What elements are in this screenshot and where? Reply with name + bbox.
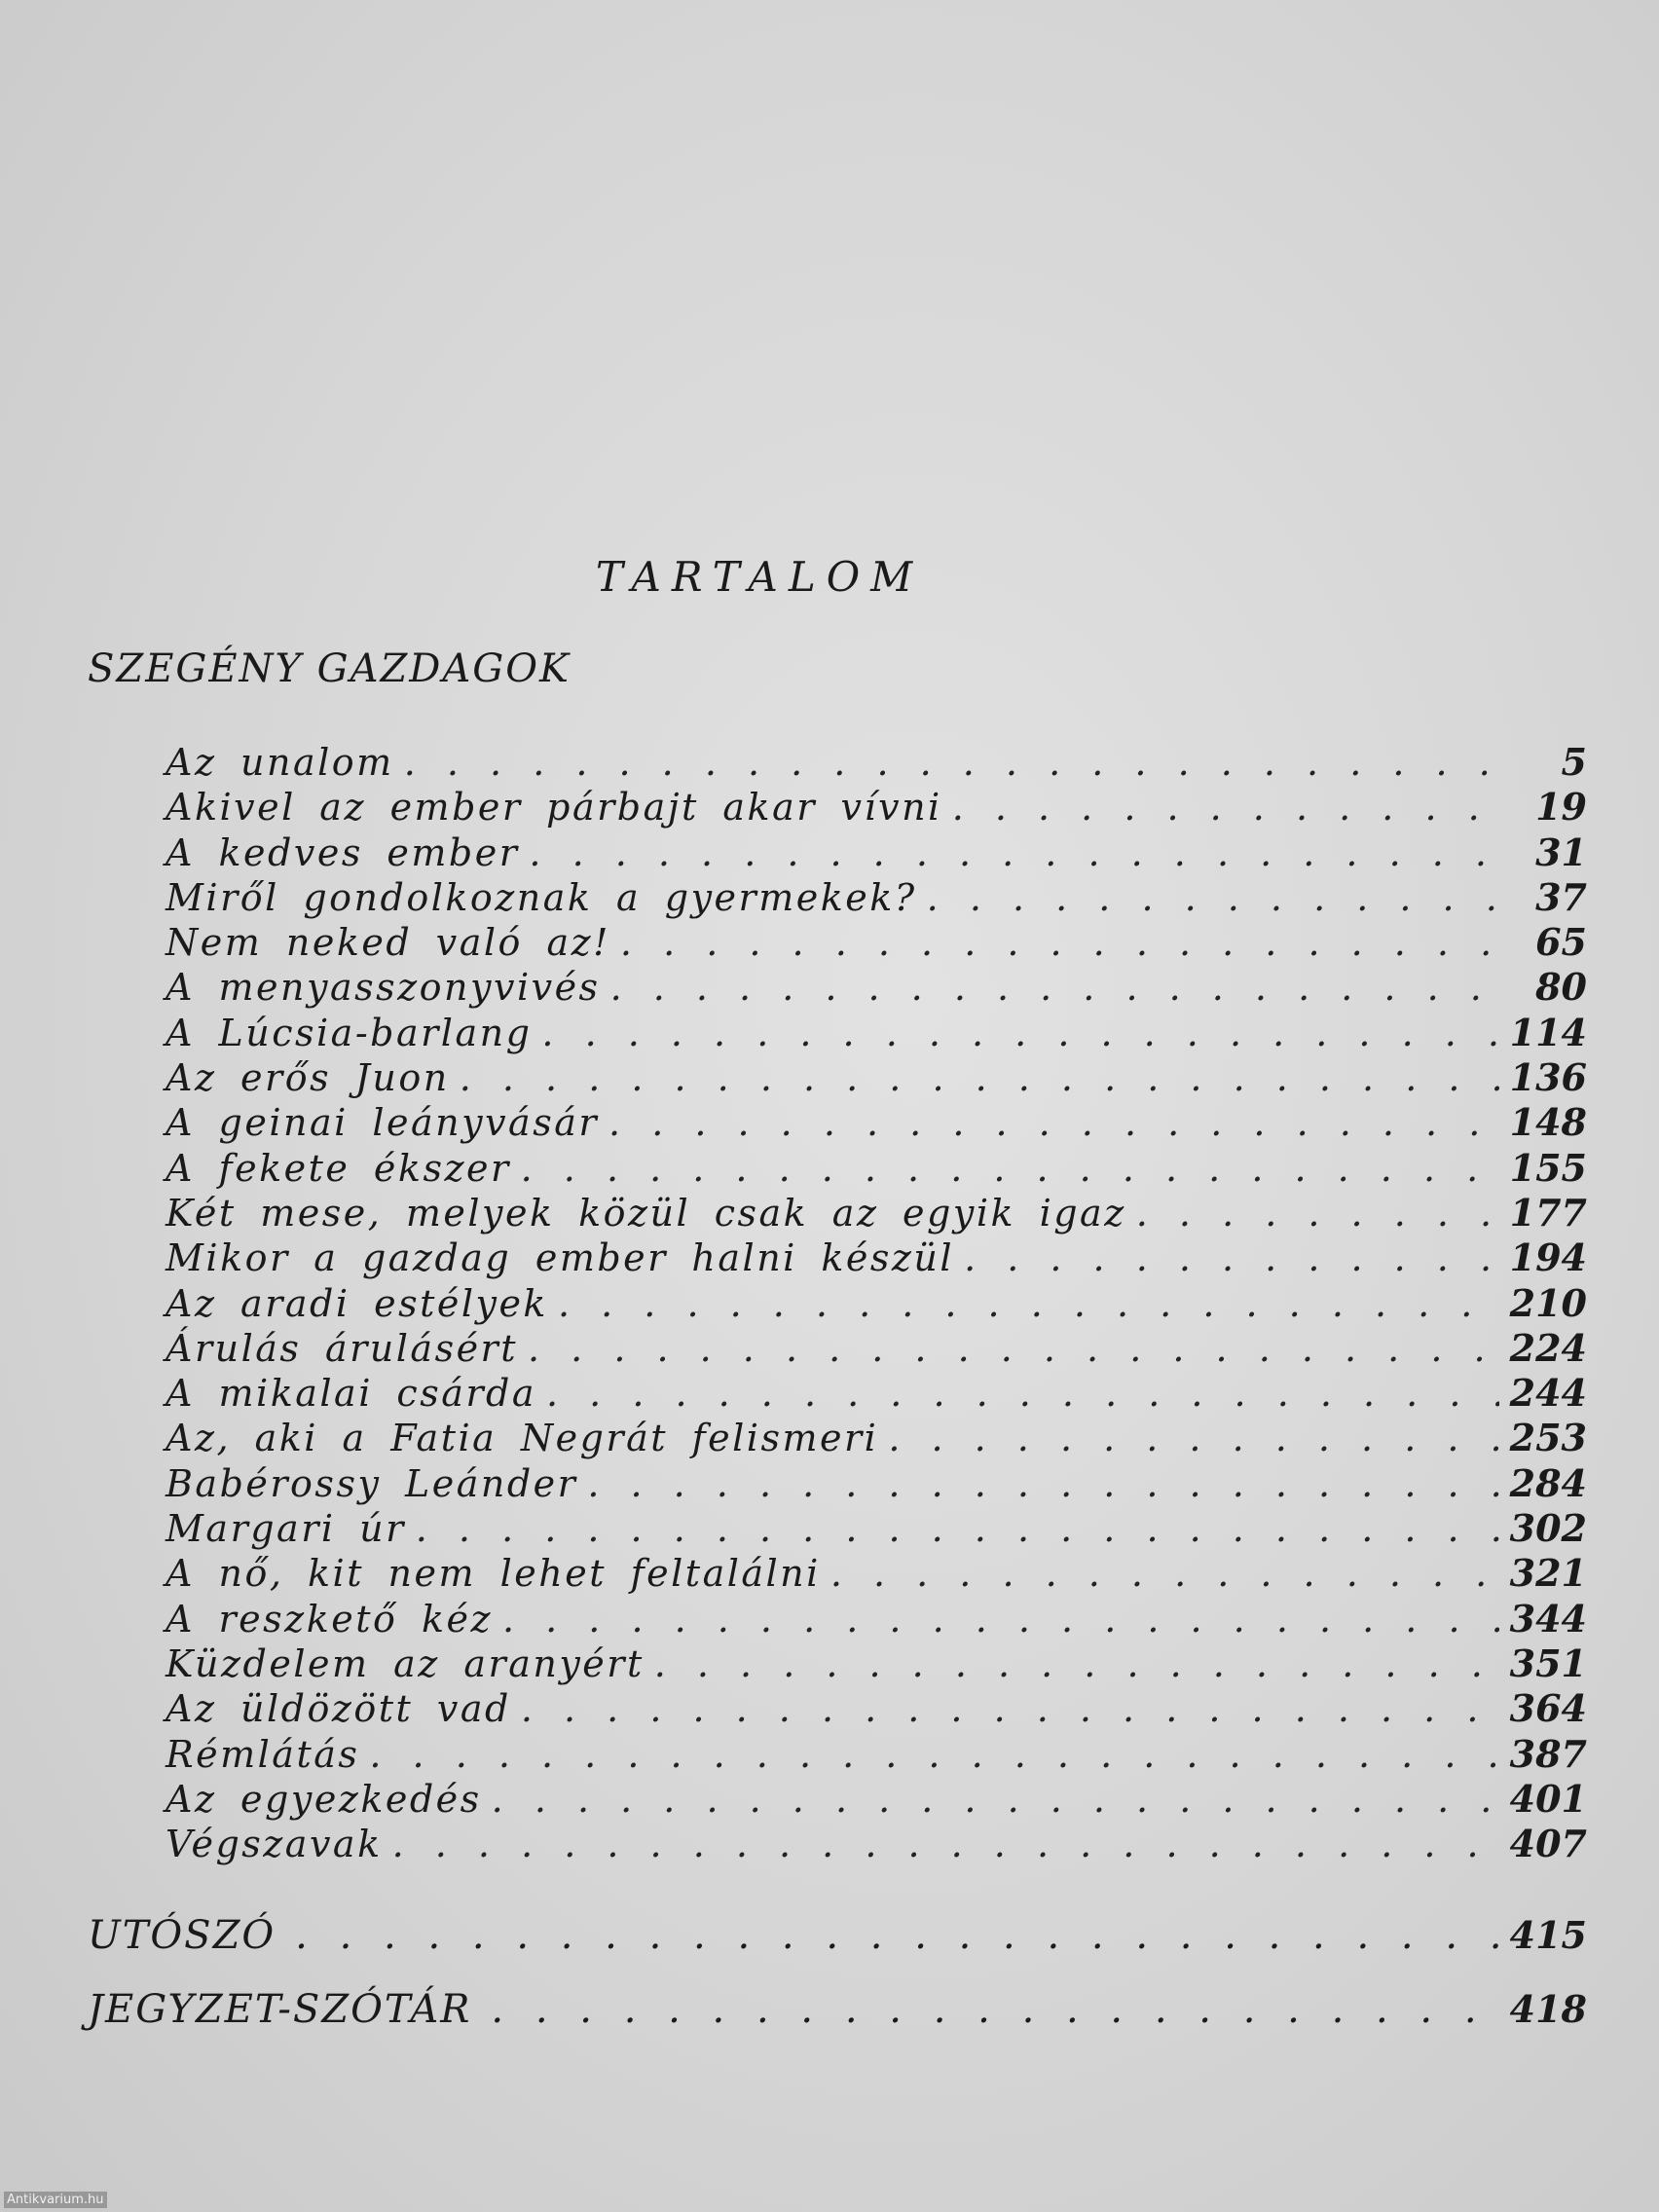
toc-entry-page: 19 — [1535, 785, 1587, 830]
toc-entry-page: 344 — [1509, 1596, 1587, 1641]
leader-dots — [528, 1326, 1499, 1371]
toc-entry — [166, 1100, 1587, 1145]
toc-entry-page: 148 — [1509, 1100, 1587, 1145]
toc-entry-page: 194 — [1509, 1235, 1587, 1280]
toc-entry — [166, 1686, 1587, 1731]
toc-entry — [166, 1822, 1587, 1866]
toc-entry-title: A Lúcsia-barlang — [166, 1011, 533, 1054]
toc-entry-title: Az, aki a Fatia Negrát felismeri — [166, 1417, 879, 1460]
toc-entry — [166, 1506, 1587, 1551]
back-matter-entry — [88, 1972, 1587, 2046]
leader-dots — [529, 830, 1499, 875]
back-matter-title: UTÓSZÓ — [88, 1913, 276, 1958]
toc-entry-page: 407 — [1509, 1822, 1587, 1866]
toc-entry-page: 114 — [1509, 1010, 1587, 1054]
toc-entry — [166, 1235, 1587, 1280]
toc-entry-page: 65 — [1535, 920, 1587, 965]
toc-entry — [166, 965, 1587, 1010]
toc-entry-title: Akivel az ember párbajt akar vívni — [166, 786, 942, 830]
toc-entry-title: A fekete ékszer — [166, 1146, 511, 1190]
toc-entry — [166, 1146, 1587, 1191]
leader-dots — [491, 1972, 1499, 2046]
toc-entry-page: 364 — [1509, 1686, 1587, 1731]
toc-entry-title: Mikor a gazdag ember halni készül — [166, 1236, 955, 1280]
leader-dots — [830, 1551, 1499, 1596]
toc-entry-title: A nő, kit nem lehet feltalálni — [166, 1552, 821, 1596]
toc-entry-page: 244 — [1509, 1371, 1587, 1416]
toc-entry-page: 5 — [1561, 740, 1587, 784]
page-title: TARTALOM — [595, 553, 924, 601]
toc-entry-title: Árulás árulásért — [166, 1326, 518, 1370]
toc-entry-page: 253 — [1509, 1416, 1587, 1460]
toc-entry — [166, 1281, 1587, 1326]
toc-entry-title: Küzdelem az aranyért — [166, 1641, 645, 1685]
toc-entry-title: Az üldözött vad — [166, 1687, 511, 1731]
back-matter-title: JEGYZET-SZÓTÁR — [88, 1987, 472, 2032]
leader-dots — [558, 1281, 1499, 1326]
leader-dots — [654, 1641, 1499, 1686]
back-matter-list — [88, 1899, 1587, 2046]
leader-dots — [460, 1055, 1499, 1100]
leader-dots — [295, 1899, 1499, 1972]
toc-entry-title: Babérossy Leánder — [166, 1461, 578, 1505]
toc-entry — [166, 1371, 1587, 1416]
leader-dots — [369, 1732, 1499, 1777]
leader-dots — [952, 785, 1499, 830]
toc-entry-title: Nem neked való az! — [166, 921, 610, 965]
toc-entry-page: 224 — [1509, 1325, 1587, 1370]
back-matter-page: 418 — [1509, 1987, 1587, 2031]
toc-entry-title: Margari úr — [166, 1507, 406, 1551]
toc-entry-title: Végszavak — [166, 1823, 383, 1866]
leader-dots — [416, 1506, 1499, 1551]
toc-entry — [166, 1191, 1587, 1235]
toc-entry-page: 177 — [1509, 1190, 1587, 1235]
toc-entry-title: A kedves ember — [166, 830, 520, 874]
back-matter-page: 415 — [1509, 1913, 1587, 1957]
leader-dots — [610, 965, 1499, 1010]
toc-list — [166, 740, 1587, 1866]
toc-entry — [166, 875, 1587, 920]
toc-entry — [166, 1416, 1587, 1460]
toc-entry — [166, 1326, 1587, 1371]
watermark: Antikvarium.hu — [4, 2192, 107, 2208]
toc-entry-page: 31 — [1535, 830, 1587, 874]
toc-entry-title: Az erős Juon — [166, 1056, 450, 1100]
toc-entry-title: A menyasszonyvivés — [166, 966, 601, 1010]
toc-entry-title: A mikalai csárda — [166, 1372, 537, 1416]
toc-entry-page: 302 — [1509, 1506, 1587, 1551]
toc-entry-page: 387 — [1509, 1731, 1587, 1776]
leader-dots — [404, 740, 1499, 785]
toc-entry-title: Az unalom — [166, 741, 394, 784]
leader-dots — [392, 1822, 1499, 1866]
toc-entry — [166, 1597, 1587, 1641]
leader-dots — [888, 1416, 1499, 1460]
toc-entry-page: 401 — [1509, 1776, 1587, 1821]
toc-entry-page: 80 — [1535, 965, 1587, 1010]
toc-entry — [166, 785, 1587, 830]
leader-dots — [502, 1597, 1499, 1641]
toc-entry-title: Az aradi estélyek — [166, 1281, 548, 1325]
toc-entry-page: 37 — [1535, 874, 1587, 919]
leader-dots — [927, 875, 1499, 920]
toc-entry-title: A reszkető kéz — [166, 1597, 493, 1641]
toc-entry — [166, 1641, 1587, 1686]
toc-entry-page: 351 — [1509, 1641, 1587, 1685]
toc-entry — [166, 1055, 1587, 1100]
leader-dots — [546, 1371, 1499, 1416]
toc-entry-title: Miről gondolkoznak a gyermekek? — [166, 875, 917, 919]
toc-entry — [166, 1011, 1587, 1055]
toc-entry — [166, 1551, 1587, 1596]
leader-dots — [492, 1777, 1499, 1822]
toc-entry-page: 210 — [1509, 1280, 1587, 1325]
leader-dots — [521, 1146, 1499, 1191]
toc-entry-title: A geinai leányvásár — [166, 1101, 600, 1145]
leader-dots — [1136, 1191, 1499, 1235]
back-matter-entry — [88, 1899, 1587, 1972]
toc-entry-title: Rémlátás — [166, 1732, 360, 1776]
toc-entry-title: Az egyezkedés — [166, 1777, 482, 1821]
toc-entry-page: 136 — [1509, 1055, 1587, 1100]
leader-dots — [620, 920, 1499, 965]
section-heading: SZEGÉNY GAZDAGOK — [88, 646, 571, 691]
toc-entry — [166, 1732, 1587, 1777]
leader-dots — [521, 1686, 1499, 1731]
toc-entry — [166, 1461, 1587, 1506]
toc-entry-page: 155 — [1509, 1145, 1587, 1190]
toc-entry — [166, 740, 1587, 785]
toc-entry — [166, 1777, 1587, 1822]
leader-dots — [587, 1461, 1499, 1506]
toc-entry-page: 321 — [1509, 1551, 1587, 1596]
leader-dots — [608, 1100, 1499, 1145]
toc-entry-page: 284 — [1509, 1460, 1587, 1505]
toc-entry-title: Két mese, melyek közül csak az egyik igaz — [166, 1191, 1126, 1235]
leader-dots — [964, 1235, 1499, 1280]
leader-dots — [541, 1011, 1499, 1055]
toc-entry — [166, 830, 1587, 875]
toc-entry — [166, 920, 1587, 965]
